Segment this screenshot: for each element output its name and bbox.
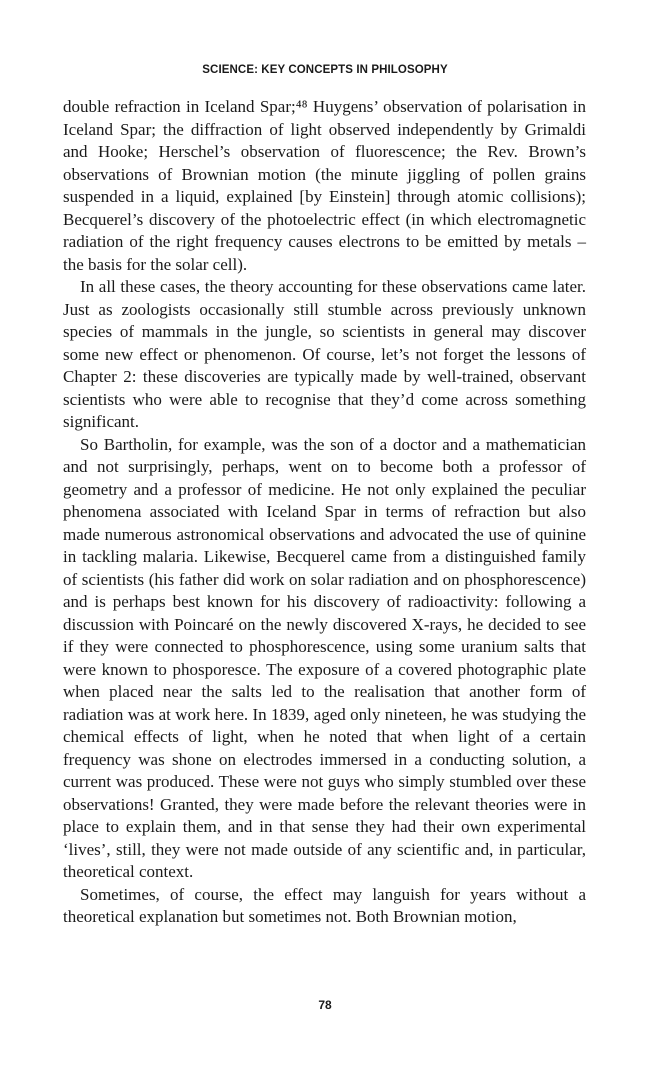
body-text — [63, 96, 586, 929]
page-number: 78 — [318, 998, 332, 1012]
paragraph: double refraction in Iceland Spar;⁴⁸ Huygens’ observation of polarisation in Iceland Spar; the diffraction of light observed independently by Grimaldi and Hooke; Herschel’s observation of fluorescence; the Rev. Brown’s observations of Brownian motion (the minute jiggling of pollen grains suspended in a liquid, explained [by Einstein] through atomic collisions); Becquerel’s discovery of the photoelectric effect (in which electromagnetic radiation of the right frequency causes electrons to be emitted by metals – the basis for the solar cell). — [63, 97, 586, 274]
paragraph: Sometimes, of course, the effect may languish for years without a theoretical explanation but sometimes not. Both Brownian motion, — [63, 884, 586, 926]
paragraph: In all these cases, the theory accounting for these observations came later. Just as zoologists occasionally still stumble across previously unknown species of mammals in the jungle, so scientists in general may discover some new effect or phenomenon. Of course, let’s not forget the lessons of Chapter 2: these discoveries are typically made by well-trained, observant scientists who were able to recognise that they’d come across something significant. — [63, 277, 586, 431]
running-head: SCIENCE: KEY CONCEPTS IN PHILOSOPHY — [202, 64, 448, 76]
paragraph: So Bartholin, for example, was the son of a doctor and a mathematician and not surprisingly, perhaps, went on to become both a professor of geometry and a professor of medicine. He not only explained the peculiar phenomena associated with Iceland Spar in terms of refraction but also made numerous astronomical observations and advocated the use of quinine in tackling malaria. Likewise, Becquerel came from a distinguished family of scientists (his father did work on solar radiation and on phosphorescence) and is perhaps best known for his discovery of radioactivity: following a discussion with Poincaré on the newly discovered X-rays, he decided to see if they were connected to phosphorescence, using some uranium salts that were known to phosporesce. The exposure of a covered photographic plate when placed near the salts led to the realisation that another form of radiation was at work here. In 1839, aged only nineteen, he was studying the chemical effects of light, when he noted that when light of a certain frequency was shone on electrodes immersed in a conducting solution, a current was produced. These were not guys who simply stumbled over these observations! Granted, they were made before the relevant theories were in place to explain them, and in that sense they had their own experimental ‘lives’, still, they were not made outside of any scientific and, in particular, theoretical context. — [63, 434, 586, 881]
